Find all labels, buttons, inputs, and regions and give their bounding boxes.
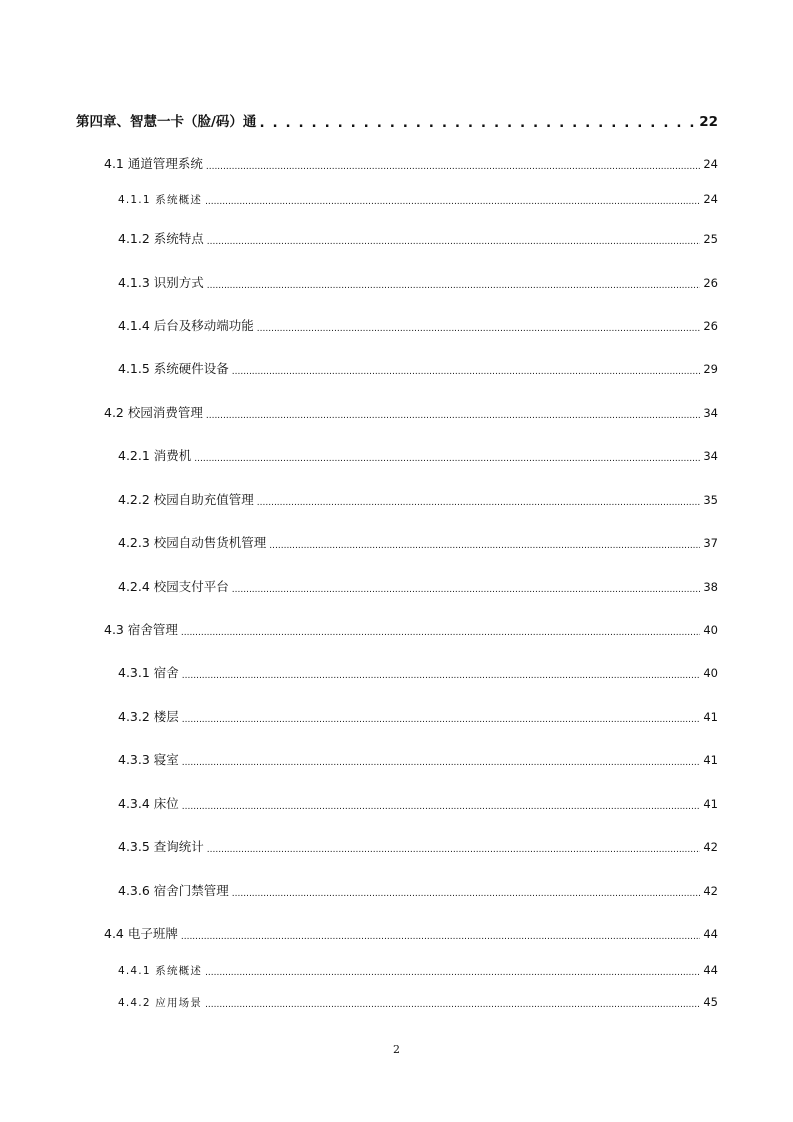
toc-leader-dots — [232, 889, 701, 903]
toc-leader-dots — [232, 585, 701, 599]
toc-entry-label: 4.4.2 应用场景 — [118, 997, 203, 1009]
toc-entry-4-4-2[interactable] — [118, 995, 718, 1013]
toc-entry-label: 4.2.1 消费机 — [118, 448, 192, 463]
toc-entry-page: 24 — [703, 157, 718, 171]
toc-leader-dots — [205, 1000, 700, 1014]
toc-entry-4-3-3[interactable] — [118, 750, 718, 768]
toc-entry-4-2-1[interactable] — [118, 446, 718, 464]
toc-entry-4-1-2[interactable] — [118, 229, 718, 247]
toc-entry-4-1-1[interactable] — [118, 192, 718, 210]
toc-entry-label: 4.3.1 宿舍 — [118, 665, 179, 680]
toc-entry-4-4[interactable] — [104, 924, 718, 942]
toc-entry-4-1[interactable] — [104, 154, 718, 172]
toc-entry-label: 4.3.4 床位 — [118, 796, 179, 811]
toc-entry-label: 4.3.2 楼层 — [118, 709, 179, 724]
toc-entry-4-3[interactable] — [104, 620, 718, 638]
toc-entry-page: 44 — [703, 963, 718, 977]
toc-entry-label: 4.1.2 系统特点 — [118, 231, 204, 246]
toc-entry-page: 34 — [703, 449, 718, 463]
toc-leader-dots — [257, 324, 701, 338]
toc-entry-4-2-4[interactable] — [118, 577, 718, 595]
toc-entry-page: 41 — [703, 710, 718, 724]
toc-entry-4-3-4[interactable] — [118, 794, 718, 812]
toc-entry-4-1-3[interactable] — [118, 273, 718, 291]
toc-entry-page: 29 — [703, 362, 718, 376]
toc-entry-label: 4.4.1 系统概述 — [118, 965, 203, 977]
toc-entry-page: 41 — [703, 797, 718, 811]
toc-leader-dots — [181, 932, 701, 946]
toc-entry-page: 22 — [699, 114, 718, 130]
toc-entry-4-2-2[interactable] — [118, 490, 718, 508]
toc-entry-4-3-1[interactable] — [118, 663, 718, 681]
toc-leader-dots — [182, 715, 701, 729]
toc-entry-page: 34 — [703, 406, 718, 420]
toc-entry-label: 4.2.2 校园自助充值管理 — [118, 492, 254, 507]
toc-entry-4-3-6[interactable] — [118, 881, 718, 899]
toc-entry-page: 26 — [703, 276, 718, 290]
toc-entry-label: 4.3.5 查询统计 — [118, 839, 204, 854]
toc-leader-dots — [205, 968, 700, 982]
toc-entry-label: 4.2 校园消费管理 — [104, 405, 203, 420]
toc-entry-page: 41 — [703, 753, 718, 767]
toc-leader-dots — [207, 281, 701, 295]
toc-entry-label: 4.3 宿舍管理 — [104, 622, 178, 637]
toc-entry-4-1-5[interactable] — [118, 359, 718, 377]
toc-entry-page: 44 — [703, 927, 718, 941]
toc-entry-4-2-3[interactable] — [118, 533, 718, 551]
toc-entry-label: 4.1.5 系统硬件设备 — [118, 361, 229, 376]
toc-leader-dots — [207, 845, 701, 859]
toc-entry-label: 4.2.3 校园自动售货机管理 — [118, 535, 267, 550]
toc-entry-page: 26 — [703, 319, 718, 333]
toc-entry-label: 4.2.4 校园支付平台 — [118, 579, 229, 594]
toc-entry-label: 第四章、智慧一卡（脸/码）通 — [76, 114, 257, 130]
toc-entry-page: 35 — [703, 493, 718, 507]
toc-entry-4-4-1[interactable] — [118, 963, 718, 981]
toc-leader-dots — [207, 237, 701, 251]
toc-leader-dots — [194, 454, 700, 468]
toc-entry-page: 38 — [703, 580, 718, 594]
toc-entry-page: 37 — [703, 536, 718, 550]
toc-entry-4-3-5[interactable] — [118, 837, 718, 855]
toc-leader-dots — [182, 758, 701, 772]
toc-entry-label: 4.3.3 寝室 — [118, 752, 179, 767]
toc-entry-page: 42 — [703, 840, 718, 854]
toc-entry-page: 25 — [703, 232, 718, 246]
page-number: 2 — [393, 1043, 400, 1056]
toc-leader-dots — [182, 802, 701, 816]
toc-leader-dots — [206, 162, 701, 176]
toc-leader-dots — [257, 498, 701, 512]
toc-entry-page: 42 — [703, 884, 718, 898]
toc-leader-dots — [206, 411, 701, 425]
toc-leader-dots — [269, 541, 700, 555]
toc-leader-dots — [232, 367, 701, 381]
toc-entry-label: 4.1.4 后台及移动端功能 — [118, 318, 254, 333]
toc-entry-4-1-4[interactable] — [118, 316, 718, 334]
toc-entry-label: 4.3.6 宿舍门禁管理 — [118, 883, 229, 898]
toc-entry-page: 24 — [703, 192, 718, 206]
toc-entry-4-2[interactable] — [104, 403, 718, 421]
toc-entry-label: 4.1.1 系统概述 — [118, 194, 203, 206]
toc-entry-label: 4.4 电子班牌 — [104, 926, 178, 941]
toc-entry-page: 40 — [703, 623, 718, 637]
toc-leader-dots — [181, 628, 701, 642]
toc-entry-4-3-2[interactable] — [118, 707, 718, 725]
toc-entry-chapter-4[interactable] — [76, 110, 718, 128]
toc-leader-dots — [182, 671, 701, 685]
toc-entry-label: 4.1.3 识别方式 — [118, 275, 204, 290]
toc-entry-page: 40 — [703, 666, 718, 680]
toc-leader-dots — [259, 115, 696, 129]
toc-leader-dots — [205, 197, 700, 211]
toc-entry-page: 45 — [703, 995, 718, 1009]
toc-entry-label: 4.1 通道管理系统 — [104, 156, 203, 171]
